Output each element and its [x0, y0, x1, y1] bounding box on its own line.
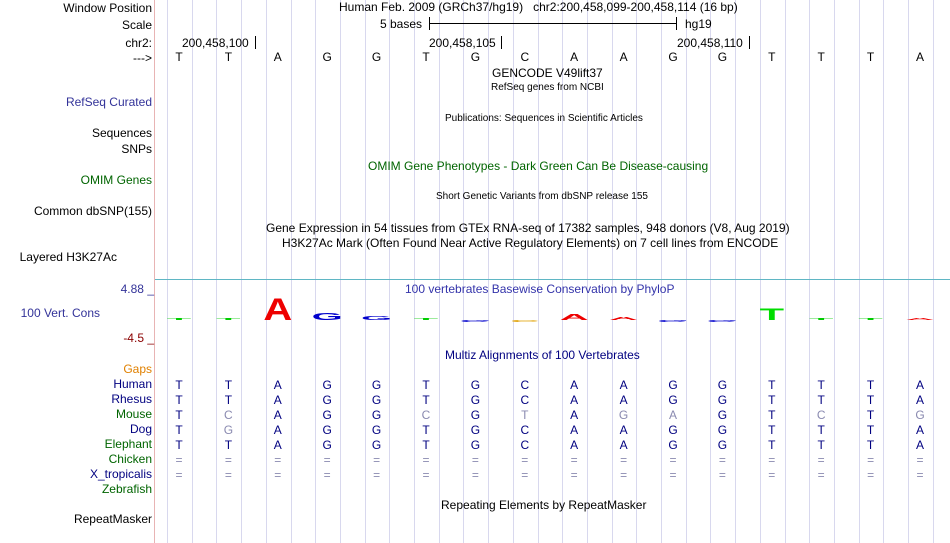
alignment-base: G	[668, 423, 678, 437]
alignment-base: T	[224, 378, 233, 392]
alignment-base: A	[570, 408, 579, 422]
alignment-base: T	[768, 423, 776, 437]
alignment-base: G	[322, 408, 332, 422]
conservation-letter: G	[706, 319, 738, 323]
conservation-letter: G	[361, 314, 393, 322]
alignment-base: A	[273, 408, 282, 422]
alignment-row-chicken[interactable]	[155, 453, 950, 467]
alignment-base: T	[768, 393, 776, 407]
alignment-base: =	[373, 468, 381, 482]
alignment-base: T	[422, 438, 430, 452]
alignment-base: =	[768, 453, 776, 467]
alignment-base: G	[322, 438, 332, 452]
base-letter: A	[915, 50, 924, 64]
alignment-base: =	[867, 468, 875, 482]
alignment-base: T	[422, 393, 430, 407]
conservation-letter: T	[858, 317, 883, 321]
alignment-base: =	[224, 468, 232, 482]
alignment-base: =	[471, 468, 479, 482]
coord-tick-3	[749, 36, 750, 49]
alignment-base: C	[520, 393, 530, 407]
dbsnp-title: Short Genetic Variants from dbSNP release 155	[436, 191, 648, 202]
base-letter: C	[520, 50, 530, 64]
coord-label-3: 200,458,110	[677, 36, 743, 50]
coord-label-1: 200,458,100	[182, 36, 249, 50]
alignment-base: A	[273, 378, 282, 392]
alignment-base: =	[373, 453, 381, 467]
base-letter: G	[470, 50, 481, 64]
alignment-base: C	[520, 423, 530, 437]
species-label-x_tropicalis: X_tropicalis	[89, 467, 152, 481]
scale-db: hg19	[685, 17, 712, 31]
track-divider	[155, 279, 950, 280]
alignment-row-zebrafish[interactable]	[155, 483, 950, 497]
conservation-letter: A	[559, 312, 589, 323]
gencode-title[interactable]: GENCODE V49lift37	[492, 66, 603, 80]
base-letter: A	[570, 50, 579, 64]
alignment-base: =	[422, 468, 430, 482]
omim-title: OMIM Gene Phenotypes - Dark Green Can Be Disease-causing	[368, 159, 709, 173]
alignment-row-x_tropicalis[interactable]	[155, 468, 950, 482]
alignment-base: C	[520, 438, 530, 452]
gaps-label: Gaps	[123, 362, 152, 376]
alignment-base: A	[273, 393, 282, 407]
alignment-base: =	[916, 468, 924, 482]
alignment-base: =	[521, 468, 529, 482]
scale-label: Scale	[121, 18, 152, 32]
conservation-letter: T	[759, 305, 785, 324]
alignment-base: G	[371, 378, 382, 392]
alignment-base: T	[866, 423, 875, 437]
cons-max-label: 4.88 _	[120, 282, 154, 296]
assembly-title	[339, 0, 738, 14]
scale-bar-right-tick	[676, 17, 677, 30]
omim-label[interactable]: OMIM Genes	[80, 173, 152, 187]
base-letter: T	[768, 50, 776, 64]
conservation-letter: G	[657, 319, 689, 323]
alignment-base: T	[866, 393, 875, 407]
alignment-base: G	[668, 378, 678, 392]
alignment-base: =	[323, 468, 331, 482]
base-letter: T	[422, 50, 430, 64]
base-letter: G	[717, 50, 728, 64]
alignment-base: G	[470, 393, 481, 407]
base-letter: A	[619, 50, 628, 64]
h3k27-label[interactable]: Layered H3K27Ac	[19, 250, 117, 264]
alignment-base: =	[224, 453, 232, 467]
base-letter: G	[668, 50, 678, 64]
species-label-mouse: Mouse	[115, 407, 152, 421]
alignment-base: G	[668, 438, 678, 452]
alignment-base: T	[175, 423, 183, 437]
base-letter: G	[371, 50, 382, 64]
alignment-base: G	[223, 423, 234, 437]
alignment-base: T	[817, 393, 825, 407]
dbsnp-label[interactable]: Common dbSNP(155)	[33, 204, 152, 218]
alignment-base: G	[322, 393, 332, 407]
base-letter: T	[224, 50, 233, 64]
alignment-base: =	[570, 453, 578, 467]
conservation-letter: C	[510, 319, 540, 323]
conservation-letter: T	[216, 317, 241, 321]
alignment-base: G	[470, 408, 481, 422]
alignment-base: A	[915, 393, 924, 407]
alignment-base: G	[717, 378, 728, 392]
conservation-letter: A	[609, 315, 639, 322]
alignment-base: G	[717, 408, 728, 422]
alignment-base: =	[175, 453, 183, 467]
alignment-base: T	[422, 378, 430, 392]
repeatmasker-label[interactable]: RepeatMasker	[73, 512, 152, 526]
alignment-base: A	[570, 423, 579, 437]
assembly-name: Human Feb. 2009 (GRCh37/hg19)	[339, 0, 524, 14]
species-label-chicken: Chicken	[108, 452, 152, 466]
alignment-base: C	[421, 408, 431, 422]
alignment-base: T	[768, 438, 776, 452]
alignment-row-mouse[interactable]	[155, 408, 950, 422]
alignment-base: G	[322, 378, 332, 392]
alignment-base: =	[817, 453, 825, 467]
alignment-base: =	[521, 453, 529, 467]
species-label-zebrafish: Zebrafish	[101, 482, 152, 496]
alignment-base: =	[669, 468, 677, 482]
alignment-base: =	[916, 453, 924, 467]
alignment-base: A	[570, 393, 579, 407]
species-label-elephant: Elephant	[104, 437, 152, 451]
alignment-base: =	[620, 453, 628, 467]
h3k27-title: H3K27Ac Mark (Often Found Near Active Regulatory Elements) on 7 cell lines from ENCODE	[282, 236, 779, 250]
alignment-base: A	[619, 423, 628, 437]
alignment-row-elephant[interactable]	[155, 438, 950, 452]
alignment-base: G	[371, 408, 382, 422]
alignment-base: G	[371, 393, 382, 407]
alignment-row-dog[interactable]	[155, 423, 950, 437]
alignment-base: =	[471, 453, 479, 467]
alignment-base: G	[470, 438, 481, 452]
refseq-subtitle: RefSeq genes from NCBI	[491, 82, 604, 93]
alignment-base: G	[470, 423, 481, 437]
alignment-base: T	[175, 393, 183, 407]
alignment-base: =	[718, 453, 726, 467]
base-letter: T	[866, 50, 875, 64]
alignment-base: T	[175, 438, 183, 452]
chrom-label: chr2:	[125, 36, 152, 50]
conservation-letter: T	[413, 317, 439, 321]
alignment-base: T	[866, 378, 875, 392]
alignment-row-rhesus[interactable]	[155, 393, 950, 407]
coord-tick-1	[255, 36, 256, 49]
alignment-base: T	[866, 408, 875, 422]
alignment-base: T	[817, 438, 825, 452]
alignment-base: G	[371, 423, 382, 437]
sequences-label[interactable]: Sequences	[91, 126, 152, 140]
alignment-base: A	[915, 423, 924, 437]
alignment-base: =	[274, 453, 282, 467]
conservation-title: 100 vertebrates Basewise Conservation by PhyloP	[405, 282, 675, 296]
alignment-base: A	[273, 423, 282, 437]
alignment-base: T	[768, 408, 776, 422]
base-letter: G	[322, 50, 332, 64]
species-label-rhesus: Rhesus	[111, 392, 152, 406]
alignment-base: G	[668, 393, 678, 407]
window-position: chr2:200,458,099-200,458,114 (16 bp)	[533, 0, 738, 14]
alignment-base: T	[817, 378, 825, 392]
alignment-base: C	[816, 408, 826, 422]
alignment-base: G	[371, 438, 382, 452]
refseq-label[interactable]: RefSeq Curated	[65, 95, 152, 109]
gtex-title: Gene Expression in 54 tissues from GTEx RNA-seq of 17382 samples, 948 donors (V8, Aug 2019)	[266, 221, 790, 235]
alignment-base: =	[175, 468, 183, 482]
alignment-base: =	[620, 468, 628, 482]
alignment-base: T	[768, 378, 776, 392]
alignment-base: A	[915, 438, 924, 452]
coord-tick-2	[501, 36, 502, 49]
conservation-letter: T	[808, 317, 834, 321]
scale-bar	[429, 23, 677, 24]
alignment-base: A	[668, 408, 677, 422]
alignment-base: A	[273, 438, 282, 452]
repeatmasker-title: Repeating Elements by RepeatMasker	[441, 498, 647, 512]
conservation-letter: G	[311, 311, 343, 323]
alignment-base: G	[915, 408, 925, 422]
conservation-logo[interactable]	[155, 290, 950, 340]
alignment-base: =	[323, 453, 331, 467]
species-label-human: Human	[113, 377, 152, 391]
base-letter: T	[817, 50, 825, 64]
conservation-letter: A	[905, 317, 935, 321]
species-label-dog: Dog	[129, 422, 152, 436]
base-letter: A	[273, 50, 282, 64]
alignment-base: C	[520, 378, 530, 392]
alignment-base: G	[322, 423, 332, 437]
base-sequence-row[interactable]	[155, 50, 950, 64]
alignment-base: T	[224, 393, 233, 407]
alignment-row-human[interactable]	[155, 378, 950, 392]
alignment-base: G	[717, 423, 728, 437]
alignment-base: T	[817, 423, 825, 437]
publications-title: Publications: Sequences in Scientific Articles	[445, 113, 643, 124]
cons-label[interactable]: 100 Vert. Cons	[20, 306, 100, 320]
alignment-base: =	[718, 468, 726, 482]
alignment-base: T	[866, 438, 875, 452]
alignment-base: A	[619, 438, 628, 452]
alignment-base: =	[570, 468, 578, 482]
scale-text: 5 bases	[380, 17, 423, 31]
alignment-base: T	[422, 423, 430, 437]
alignment-base: A	[619, 393, 628, 407]
alignment-base: T	[224, 438, 233, 452]
alignment-base: G	[470, 378, 481, 392]
conservation-letter: A	[263, 290, 293, 328]
strand-label[interactable]: --->	[133, 51, 152, 65]
alignment-base: A	[619, 378, 628, 392]
alignment-base: =	[817, 468, 825, 482]
alignment-base: =	[768, 468, 776, 482]
alignment-base: A	[570, 438, 579, 452]
alignment-base: T	[175, 378, 183, 392]
alignment-base: C	[224, 408, 233, 422]
alignment-base: =	[867, 453, 875, 467]
alignment-base: G	[618, 408, 629, 422]
coord-label-2: 200,458,105	[429, 36, 496, 50]
window-position-label: Window Position	[63, 1, 152, 15]
conservation-letter: T	[166, 317, 192, 321]
alignment-base: =	[669, 453, 677, 467]
base-letter: T	[175, 50, 183, 64]
alignment-base: =	[422, 453, 430, 467]
alignment-base: A	[570, 378, 579, 392]
alignment-base: T	[175, 408, 183, 422]
alignment-base: G	[717, 438, 728, 452]
alignment-base: T	[521, 408, 529, 422]
alignment-base: =	[274, 468, 282, 482]
cons-min-label: -4.5 _	[123, 331, 154, 345]
snps-label[interactable]: SNPs	[121, 142, 152, 156]
alignment-base: G	[717, 393, 728, 407]
alignment-base: A	[915, 378, 924, 392]
conservation-letter: G	[459, 319, 491, 323]
multiz-title: Multiz Alignments of 100 Vertebrates	[445, 348, 640, 362]
